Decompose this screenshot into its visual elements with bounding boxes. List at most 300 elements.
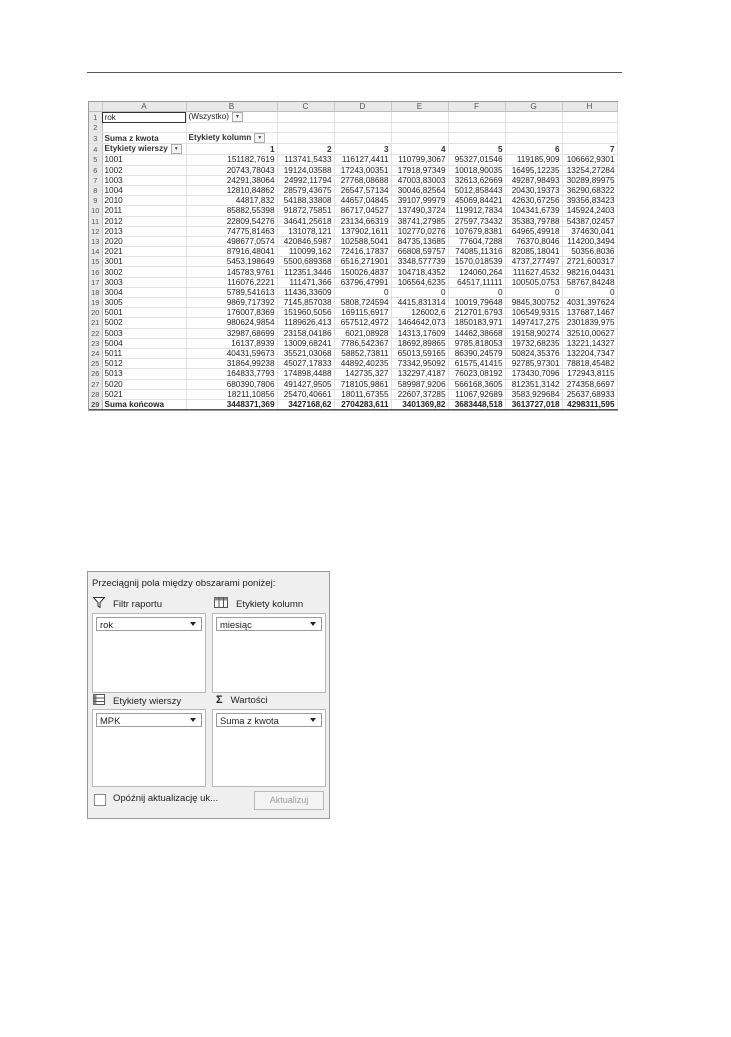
value-cell[interactable]: 104718,4352 (391, 267, 448, 277)
empty-cell[interactable] (277, 133, 334, 144)
value-cell[interactable]: 74775,81463 (186, 226, 277, 236)
column-header[interactable]: E (391, 102, 448, 112)
value-cell[interactable]: 119185,909 (505, 155, 562, 165)
filter-field-cell[interactable]: rok (102, 112, 186, 123)
value-cell[interactable]: 20743,78043 (186, 165, 277, 175)
row-number[interactable]: 29 (89, 399, 102, 409)
column-header[interactable]: C (277, 102, 334, 112)
empty-cell[interactable] (448, 123, 505, 133)
value-cell[interactable]: 98216,04431 (562, 267, 617, 277)
value-field-suma-z-kwota[interactable] (216, 713, 322, 727)
value-cell[interactable]: 18211,10856 (186, 389, 277, 399)
value-cell[interactable]: 58767,84248 (562, 277, 617, 287)
empty-cell[interactable] (391, 133, 448, 144)
value-cell[interactable]: 5453,198649 (186, 257, 277, 267)
empty-cell[interactable] (334, 133, 391, 144)
value-cell[interactable]: 35383,79788 (505, 216, 562, 226)
value-cell[interactable]: 132297,4187 (391, 369, 448, 379)
value-cell[interactable]: 24992,11794 (277, 175, 334, 185)
value-cell[interactable]: 10019,79648 (448, 298, 505, 308)
value-cell[interactable]: 19732,68235 (505, 338, 562, 348)
value-cell[interactable]: 0 (448, 287, 505, 297)
value-cell[interactable]: 124060,264 (448, 267, 505, 277)
empty-cell[interactable] (277, 123, 334, 133)
value-cell[interactable]: 50824,35376 (505, 348, 562, 358)
value-cell[interactable]: 4737,277497 (505, 257, 562, 267)
value-cell[interactable]: 657512,4972 (334, 318, 391, 328)
value-cell[interactable]: 1189626,413 (277, 318, 334, 328)
empty-cell[interactable] (562, 112, 617, 123)
value-cell[interactable]: 63796,47991 (334, 277, 391, 287)
row-number[interactable]: 27 (89, 379, 102, 389)
value-cell[interactable]: 17918,97349 (391, 165, 448, 175)
value-cell[interactable]: 87916,48041 (186, 247, 277, 257)
value-cell[interactable]: 47003,83003 (391, 175, 448, 185)
value-cell[interactable]: 24291,38064 (186, 175, 277, 185)
value-cell[interactable]: 54387,02457 (562, 216, 617, 226)
mpk-label-cell[interactable]: 5011 (102, 348, 186, 358)
value-cell[interactable]: 718105,9861 (334, 379, 391, 389)
value-cell[interactable]: 30046,82564 (391, 185, 448, 195)
value-cell[interactable]: 39107,99979 (391, 196, 448, 206)
value-cell[interactable]: 142735,327 (334, 369, 391, 379)
value-cell[interactable]: 0 (562, 287, 617, 297)
row-number[interactable]: 17 (89, 277, 102, 287)
value-cell[interactable]: 77604,7288 (448, 236, 505, 246)
value-cell[interactable]: 58852,73811 (334, 348, 391, 358)
value-cell[interactable]: 42630,67256 (505, 196, 562, 206)
grand-total-cell[interactable]: 2704283,611 (334, 399, 391, 409)
value-cell[interactable]: 1850183,971 (448, 318, 505, 328)
value-cell[interactable]: 6021,08928 (334, 328, 391, 338)
grand-total-cell[interactable]: 3401369,82 (391, 399, 448, 409)
value-cell[interactable]: 106564,6235 (391, 277, 448, 287)
value-cell[interactable]: 7786,542367 (334, 338, 391, 348)
value-cell[interactable]: 173430,7096 (505, 369, 562, 379)
value-cell[interactable]: 116127,4411 (334, 155, 391, 165)
value-cell[interactable]: 137687,1467 (562, 308, 617, 318)
row-number[interactable]: 16 (89, 267, 102, 277)
value-cell[interactable]: 39356,83423 (562, 196, 617, 206)
report-filter-zone[interactable] (92, 613, 206, 693)
value-cell[interactable]: 18692,89865 (391, 338, 448, 348)
row-number[interactable]: 13 (89, 236, 102, 246)
value-cell[interactable]: 9845,300752 (505, 298, 562, 308)
value-cell[interactable]: 100505,0753 (505, 277, 562, 287)
value-cell[interactable]: 0 (391, 287, 448, 297)
value-cell[interactable]: 2721,600317 (562, 257, 617, 267)
value-cell[interactable]: 5012,858443 (448, 185, 505, 195)
value-field-caption[interactable]: Suma z kwota (102, 133, 186, 144)
empty-cell[interactable] (505, 133, 562, 144)
mpk-label-cell[interactable]: 3002 (102, 267, 186, 277)
values-zone[interactable] (212, 709, 326, 787)
row-labels-zone[interactable] (92, 709, 206, 787)
grand-total-cell[interactable]: 3613727,018 (505, 399, 562, 409)
value-cell[interactable]: 50356,8036 (562, 247, 617, 257)
value-cell[interactable]: 145924,2403 (562, 206, 617, 216)
value-cell[interactable]: 27768,08688 (334, 175, 391, 185)
value-cell[interactable]: 66808,59757 (391, 247, 448, 257)
value-cell[interactable]: 16137,8939 (186, 338, 277, 348)
value-cell[interactable]: 176007,8369 (186, 308, 277, 318)
mpk-label-cell[interactable]: 1003 (102, 175, 186, 185)
value-cell[interactable]: 44657,04845 (334, 196, 391, 206)
table-row (89, 165, 617, 175)
value-cell[interactable]: 212701,6793 (448, 308, 505, 318)
value-cell[interactable]: 61575,41415 (448, 359, 505, 369)
dropdown-arrow-icon[interactable] (190, 622, 196, 626)
value-cell[interactable]: 27597,73432 (448, 216, 505, 226)
empty-cell[interactable] (334, 123, 391, 133)
mpk-label-cell[interactable]: 2020 (102, 236, 186, 246)
empty-cell[interactable] (505, 123, 562, 133)
value-cell[interactable]: 420846,5987 (277, 236, 334, 246)
row-number[interactable]: 25 (89, 359, 102, 369)
value-cell[interactable]: 13254,27284 (562, 165, 617, 175)
value-cell[interactable]: 9785,818053 (448, 338, 505, 348)
month-header-cell[interactable]: 5 (448, 144, 505, 155)
value-cell[interactable]: 86390,24579 (448, 348, 505, 358)
row-field-mpk[interactable] (96, 713, 202, 727)
mpk-label-cell[interactable]: 1004 (102, 185, 186, 195)
value-cell[interactable]: 106662,9301 (562, 155, 617, 165)
dropdown-arrow-icon[interactable] (310, 718, 316, 722)
value-cell[interactable]: 110799,3067 (391, 155, 448, 165)
value-cell[interactable]: 13221,14327 (562, 338, 617, 348)
value-cell[interactable]: 76023,08192 (448, 369, 505, 379)
month-header-cell[interactable]: 6 (505, 144, 562, 155)
grand-total-cell[interactable]: 3448371,369 (186, 399, 277, 409)
value-cell[interactable]: 32987,68699 (186, 328, 277, 338)
value-cell[interactable]: 9869,717392 (186, 298, 277, 308)
value-cell[interactable]: 91872,75851 (277, 206, 334, 216)
mpk-label-cell[interactable]: 3004 (102, 287, 186, 297)
filter-field-rok[interactable] (96, 617, 202, 631)
column-header[interactable]: H (562, 102, 617, 112)
value-cell[interactable]: 151960,5056 (277, 308, 334, 318)
update-button[interactable]: Aktualizuj (254, 791, 324, 810)
value-cell[interactable]: 30289,89975 (562, 175, 617, 185)
mpk-label-cell[interactable]: 2013 (102, 226, 186, 236)
value-cell[interactable]: 150026,4837 (334, 267, 391, 277)
value-cell[interactable]: 111471,366 (277, 277, 334, 287)
value-cell[interactable]: 64517,11111 (448, 277, 505, 287)
value-cell[interactable]: 72416,17837 (334, 247, 391, 257)
row-number[interactable]: 20 (89, 308, 102, 318)
value-cell[interactable]: 151182,7619 (186, 155, 277, 165)
row-number[interactable]: 5 (89, 155, 102, 165)
value-cell[interactable]: 23158,04186 (277, 328, 334, 338)
value-cell[interactable]: 31864,99238 (186, 359, 277, 369)
value-cell[interactable]: 174898,4488 (277, 369, 334, 379)
row-number[interactable]: 18 (89, 287, 102, 297)
mpk-label-cell[interactable]: 5002 (102, 318, 186, 328)
value-cell[interactable]: 110099,162 (277, 247, 334, 257)
empty-cell[interactable] (277, 112, 334, 123)
value-cell[interactable]: 82085,18041 (505, 247, 562, 257)
row-number[interactable]: 22 (89, 328, 102, 338)
value-cell[interactable]: 589987,9206 (391, 379, 448, 389)
grand-total-cell[interactable]: 4298311,595 (562, 399, 617, 409)
mpk-label-cell[interactable]: 5003 (102, 328, 186, 338)
page-rule (87, 72, 622, 73)
blank-row (89, 123, 617, 133)
value-cell[interactable]: 23134,66319 (334, 216, 391, 226)
row-number[interactable]: 9 (89, 196, 102, 206)
mpk-label-cell[interactable]: 3005 (102, 298, 186, 308)
value-cell[interactable]: 76370,8046 (505, 236, 562, 246)
row-labels-caption[interactable] (102, 144, 186, 155)
mpk-label-cell[interactable]: 5020 (102, 379, 186, 389)
value-cell[interactable]: 119912,7834 (448, 206, 505, 216)
row-labels-header (93, 694, 181, 708)
value-cell[interactable]: 85882,55398 (186, 206, 277, 216)
value-cell[interactable]: 32510,00627 (562, 328, 617, 338)
value-cell[interactable]: 172943,8115 (562, 369, 617, 379)
value-cell[interactable]: 36290,68322 (562, 185, 617, 195)
filter-dropdown-icon[interactable]: ▼ (232, 112, 243, 122)
table-row (89, 206, 617, 216)
grand-total-cell[interactable]: 3427168,62 (277, 399, 334, 409)
empty-cell[interactable] (562, 123, 617, 133)
empty-cell[interactable] (391, 123, 448, 133)
mpk-label-cell[interactable]: 5013 (102, 369, 186, 379)
value-cell[interactable]: 0 (334, 287, 391, 297)
value-cell[interactable]: 116076,2221 (186, 277, 277, 287)
column-field-miesiac[interactable] (216, 617, 322, 631)
row-number[interactable]: 26 (89, 369, 102, 379)
pivot-spreadsheet[interactable] (88, 101, 618, 411)
empty-cell[interactable] (448, 133, 505, 144)
mpk-label-cell[interactable]: 5004 (102, 338, 186, 348)
value-cell[interactable]: 680390,7806 (186, 379, 277, 389)
empty-cell[interactable] (334, 112, 391, 123)
value-cell[interactable]: 13009,68241 (277, 338, 334, 348)
row-number[interactable]: 10 (89, 206, 102, 216)
value-cell[interactable]: 3348,577739 (391, 257, 448, 267)
row-number[interactable]: 3 (89, 133, 102, 144)
month-header-cell[interactable]: 2 (277, 144, 334, 155)
value-cell[interactable]: 65013,59165 (391, 348, 448, 358)
filter-value-cell[interactable] (186, 112, 277, 123)
column-labels-label: Etykiety kolumn (236, 598, 304, 610)
value-cell[interactable]: 7145,857038 (277, 298, 334, 308)
dropdown-arrow-icon[interactable] (190, 718, 196, 722)
row-number[interactable]: 1 (89, 112, 102, 123)
value-cell[interactable]: 14462,38668 (448, 328, 505, 338)
value-cell[interactable]: 2301839,975 (562, 318, 617, 328)
empty-cell[interactable] (562, 133, 617, 144)
row-number[interactable]: 12 (89, 226, 102, 236)
row-number[interactable]: 24 (89, 348, 102, 358)
value-cell[interactable]: 5789,541613 (186, 287, 277, 297)
mpk-label-cell[interactable]: 2011 (102, 206, 186, 216)
value-cell[interactable]: 145783,9761 (186, 267, 277, 277)
value-cell[interactable]: 40431,59673 (186, 348, 277, 358)
value-cell[interactable]: 374630,041 (562, 226, 617, 236)
month-header-cell[interactable]: 4 (391, 144, 448, 155)
row-number[interactable]: 8 (89, 185, 102, 195)
value-cell[interactable]: 126002,6 (391, 308, 448, 318)
table-row (89, 155, 617, 165)
value-cell[interactable]: 12810,84862 (186, 185, 277, 195)
value-cell[interactable]: 169115,6917 (334, 308, 391, 318)
value-cell[interactable]: 11067,92689 (448, 389, 505, 399)
value-cell[interactable]: 86717,04527 (334, 206, 391, 216)
value-cell[interactable]: 44892,40235 (334, 359, 391, 369)
value-cell[interactable]: 84735,13685 (391, 236, 448, 246)
value-cell[interactable]: 74085,11316 (448, 247, 505, 257)
row-number[interactable]: 7 (89, 175, 102, 185)
empty-cell[interactable] (186, 123, 277, 133)
value-cell[interactable]: 132204,7347 (562, 348, 617, 358)
row-number[interactable]: 21 (89, 318, 102, 328)
value-cell[interactable]: 95327,01546 (448, 155, 505, 165)
month-header-cell[interactable]: 3 (334, 144, 391, 155)
empty-cell[interactable] (391, 112, 448, 123)
value-cell[interactable]: 107679,8381 (448, 226, 505, 236)
column-filter-dropdown-icon[interactable]: ▼ (254, 133, 265, 143)
value-cell[interactable]: 17243,00351 (334, 165, 391, 175)
value-cell[interactable]: 14313,17609 (391, 328, 448, 338)
row-number[interactable]: 11 (89, 216, 102, 226)
value-cell[interactable]: 19158,90274 (505, 328, 562, 338)
table-row (89, 298, 617, 308)
row-filter-dropdown-icon[interactable]: ▼ (171, 144, 182, 154)
value-cell[interactable]: 28579,43675 (277, 185, 334, 195)
empty-cell[interactable] (448, 112, 505, 123)
mpk-label-cell[interactable]: 1001 (102, 155, 186, 165)
mpk-label-cell[interactable]: 3001 (102, 257, 186, 267)
value-cell[interactable]: 34641,25618 (277, 216, 334, 226)
value-cell[interactable]: 38741,27985 (391, 216, 448, 226)
dropdown-arrow-icon[interactable] (310, 622, 316, 626)
value-cell[interactable]: 25470,40661 (277, 389, 334, 399)
value-cell[interactable]: 491427,9505 (277, 379, 334, 389)
column-header[interactable]: B (186, 102, 277, 112)
column-header[interactable]: G (505, 102, 562, 112)
grand-total-cell[interactable]: 3683448,518 (448, 399, 505, 409)
value-cell[interactable]: 164833,7793 (186, 369, 277, 379)
row-number[interactable]: 4 (89, 144, 102, 155)
value-cell[interactable]: 812351,3142 (505, 379, 562, 389)
value-cell[interactable]: 137902,1611 (334, 226, 391, 236)
value-cell[interactable]: 25637,68933 (562, 389, 617, 399)
row-number[interactable]: 2 (89, 123, 102, 133)
month-header-cell[interactable]: 1 (186, 144, 277, 155)
value-cell[interactable]: 498677,0574 (186, 236, 277, 246)
column-header[interactable]: F (448, 102, 505, 112)
value-cell[interactable]: 104341,6739 (505, 206, 562, 216)
value-cell[interactable]: 137490,3724 (391, 206, 448, 216)
defer-update-label: Opóźnij aktualizację uk... (113, 793, 219, 804)
pivot-table (89, 102, 618, 410)
row-number[interactable]: 28 (89, 389, 102, 399)
value-cell[interactable]: 20430,19373 (505, 185, 562, 195)
mpk-label-cell[interactable]: 1002 (102, 165, 186, 175)
value-cell[interactable]: 1497417,275 (505, 318, 562, 328)
value-cell[interactable]: 45069,84421 (448, 196, 505, 206)
value-cell[interactable]: 5808,724594 (334, 298, 391, 308)
value-cell[interactable]: 78818,45482 (562, 359, 617, 369)
value-cell[interactable]: 49287,98493 (505, 175, 562, 185)
empty-cell[interactable] (102, 123, 186, 133)
value-cell[interactable]: 566168,3605 (448, 379, 505, 389)
mpk-label-cell[interactable]: 2012 (102, 216, 186, 226)
value-cell[interactable]: 111627,4532 (505, 267, 562, 277)
value-cell[interactable]: 44817,832 (186, 196, 277, 206)
value-cell[interactable]: 112351,3446 (277, 267, 334, 277)
column-header[interactable]: A (102, 102, 186, 112)
mpk-label-cell[interactable]: 3003 (102, 277, 186, 287)
value-cell[interactable]: 64965,49918 (505, 226, 562, 236)
value-cell[interactable]: 113741,5433 (277, 155, 334, 165)
value-cell[interactable]: 3583,929684 (505, 389, 562, 399)
empty-cell[interactable] (505, 112, 562, 123)
value-cell[interactable]: 16495,12235 (505, 165, 562, 175)
value-cell[interactable]: 4031,397624 (562, 298, 617, 308)
value-cell[interactable]: 6516,271901 (334, 257, 391, 267)
select-all-corner[interactable] (89, 102, 102, 112)
row-number[interactable]: 14 (89, 247, 102, 257)
column-labels-caption[interactable] (186, 133, 277, 144)
value-cell[interactable]: 18011,67355 (334, 389, 391, 399)
row-number[interactable]: 15 (89, 257, 102, 267)
mpk-label-cell[interactable]: 5001 (102, 308, 186, 318)
value-cell[interactable]: 26547,57134 (334, 185, 391, 195)
value-cell[interactable]: 92785,97301 (505, 359, 562, 369)
value-cell[interactable]: 106549,9315 (505, 308, 562, 318)
mpk-label-cell[interactable]: 2021 (102, 247, 186, 257)
value-cell[interactable]: 1570,018539 (448, 257, 505, 267)
value-cell[interactable]: 54188,33808 (277, 196, 334, 206)
value-cell[interactable]: 274358,6697 (562, 379, 617, 389)
grand-total-label[interactable]: Suma końcowa (102, 399, 186, 409)
row-number[interactable]: 19 (89, 298, 102, 308)
value-cell[interactable]: 22607,37285 (391, 389, 448, 399)
value-cell[interactable]: 980624,9854 (186, 318, 277, 328)
column-labels-zone[interactable] (212, 613, 326, 693)
value-cell[interactable]: 4415,831314 (391, 298, 448, 308)
mpk-label-cell[interactable]: 5012 (102, 359, 186, 369)
value-cell[interactable]: 1464642,073 (391, 318, 448, 328)
value-cell[interactable]: 22809,54276 (186, 216, 277, 226)
row-number[interactable]: 23 (89, 338, 102, 348)
value-cell[interactable]: 114200,3494 (562, 236, 617, 246)
value-cell[interactable]: 19124,03588 (277, 165, 334, 175)
values-header (216, 694, 268, 706)
value-cell[interactable]: 10018,90035 (448, 165, 505, 175)
value-cell[interactable]: 0 (505, 287, 562, 297)
value-cell[interactable]: 73342,95092 (391, 359, 448, 369)
row-number[interactable]: 6 (89, 165, 102, 175)
month-header-cell[interactable]: 7 (562, 144, 617, 155)
defer-update-checkbox[interactable] (94, 794, 106, 806)
value-cell[interactable]: 131078,121 (277, 226, 334, 236)
value-cell[interactable]: 45027,17833 (277, 359, 334, 369)
column-field-label: miesiąc (220, 619, 252, 630)
mpk-label-cell[interactable]: 2010 (102, 196, 186, 206)
value-cell[interactable]: 102588,5041 (334, 236, 391, 246)
value-cell[interactable]: 11436,33609 (277, 287, 334, 297)
column-header[interactable]: D (334, 102, 391, 112)
value-cell[interactable]: 35521,03068 (277, 348, 334, 358)
mpk-label-cell[interactable]: 5021 (102, 389, 186, 399)
value-cell[interactable]: 5500,689368 (277, 257, 334, 267)
value-cell[interactable]: 102770,0276 (391, 226, 448, 236)
value-cell[interactable]: 32613,62669 (448, 175, 505, 185)
